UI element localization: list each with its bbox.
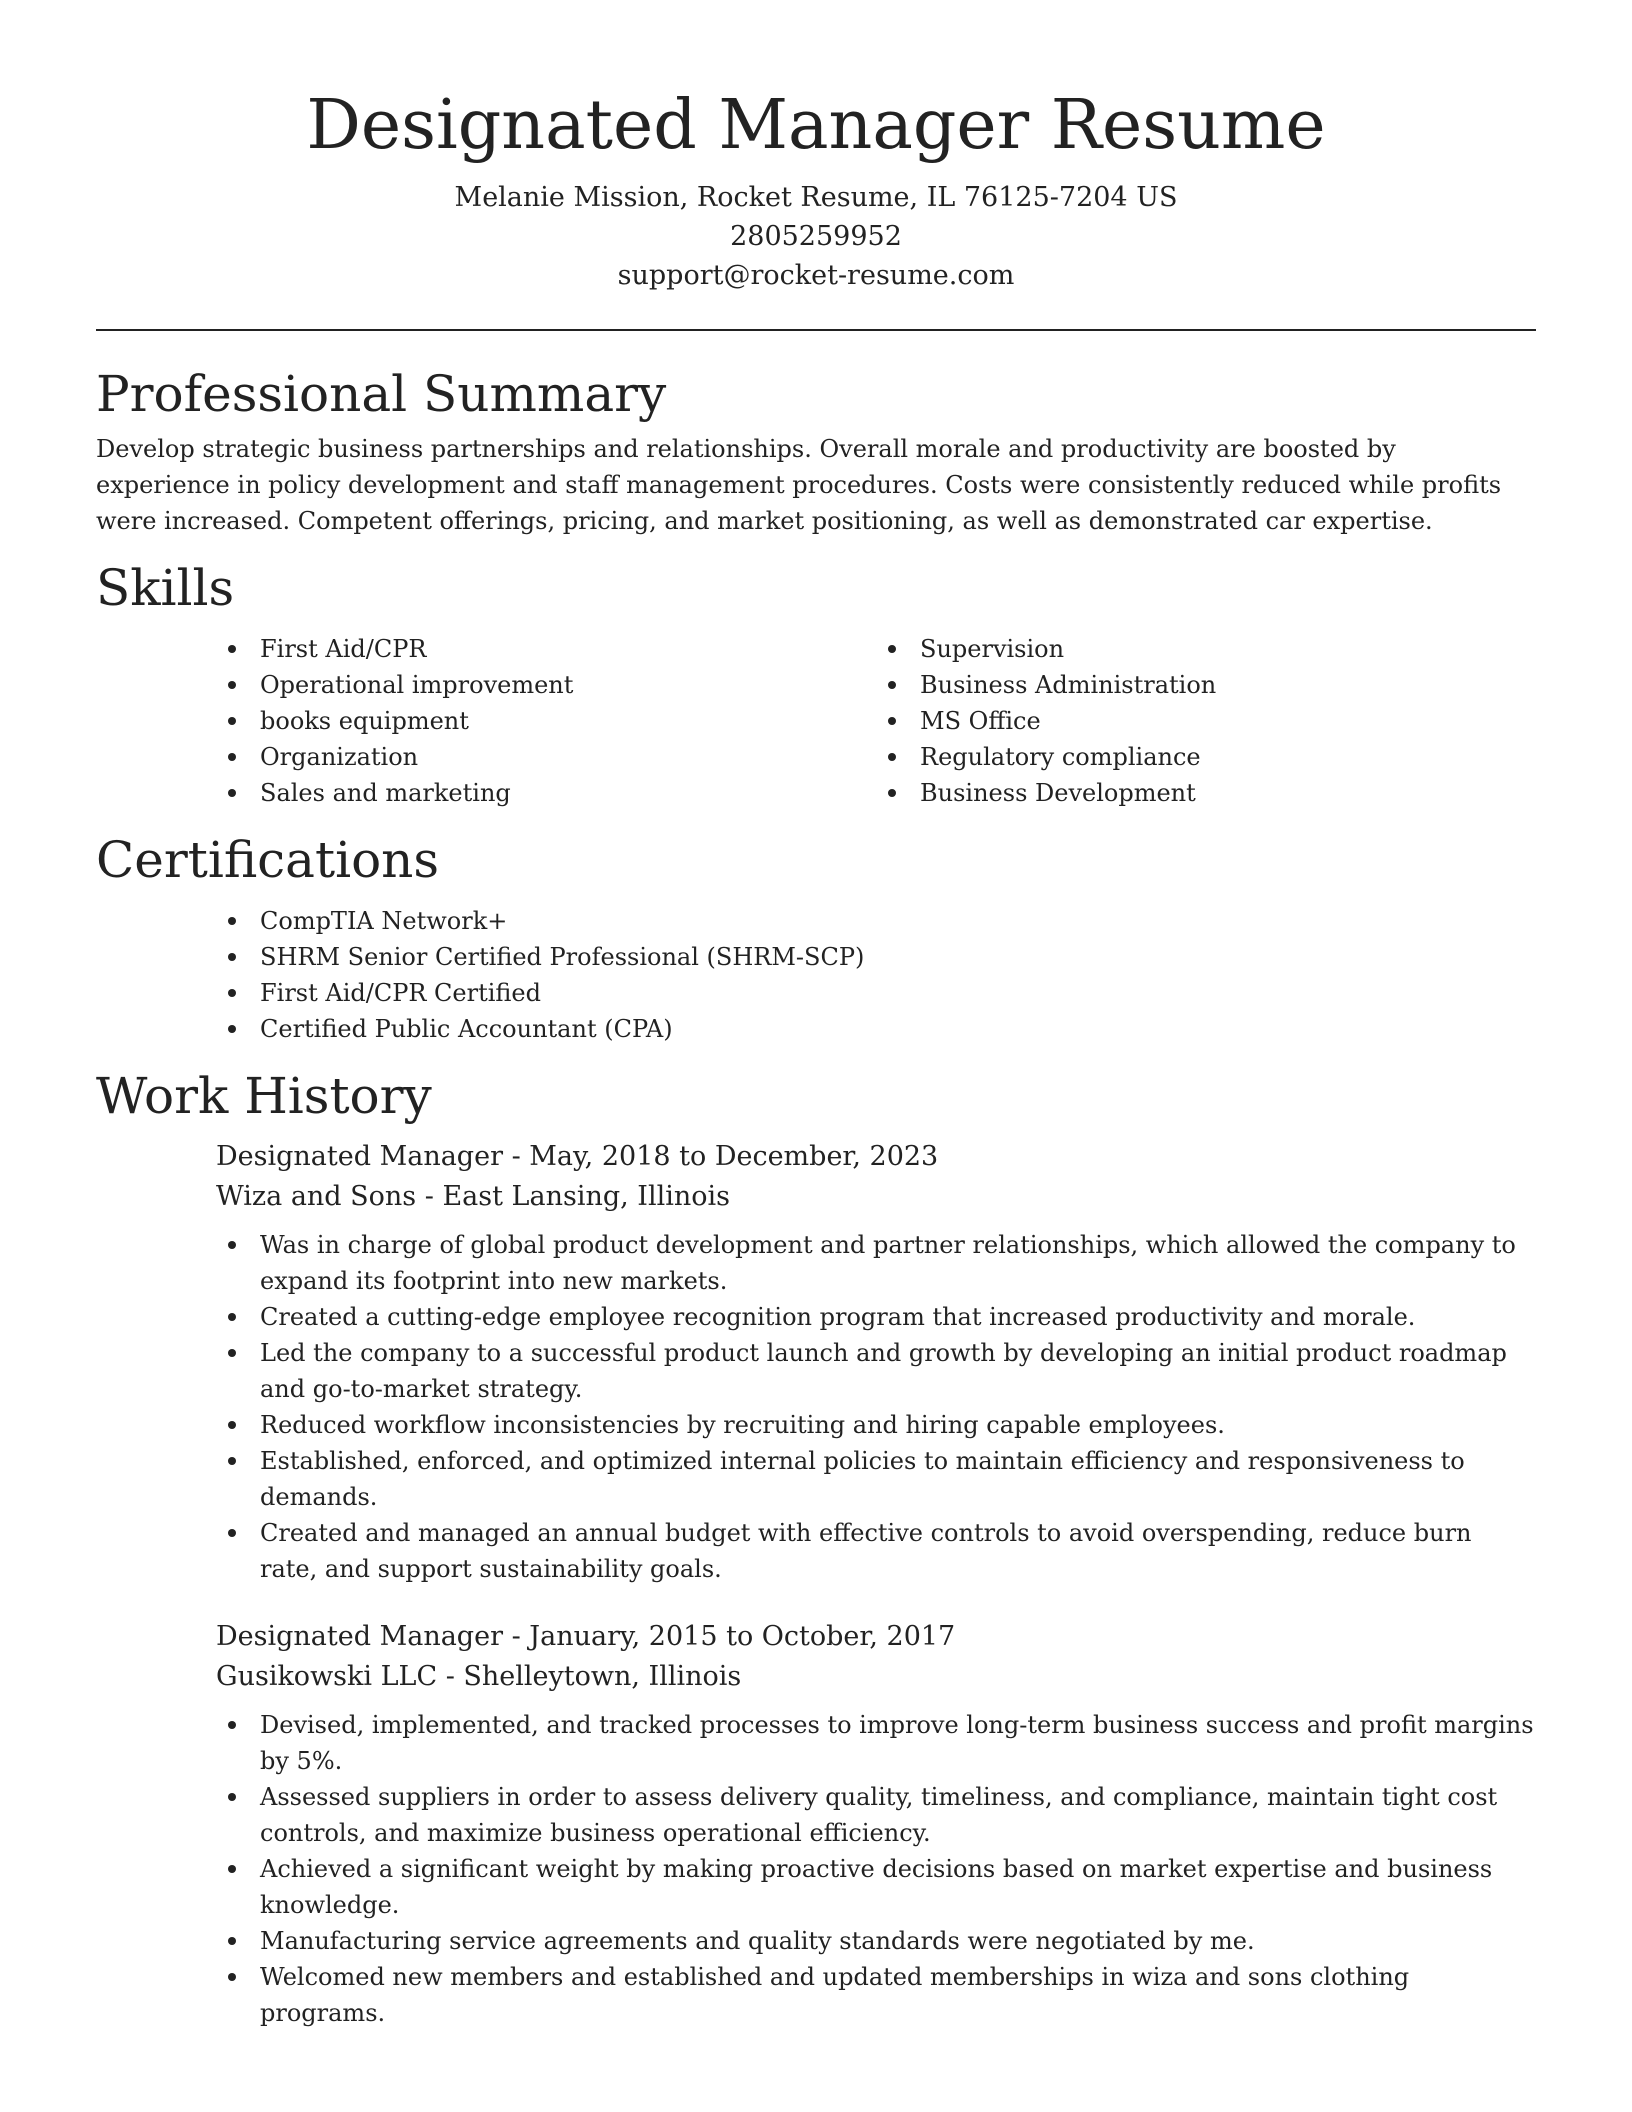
job-title-dates: Designated Manager - May, 2018 to December, 2023 (216, 1141, 939, 1172)
list-item: Sales and marketing (260, 775, 876, 811)
job-company-location: Gusikowski LLC - Shelleytown, Illinois (216, 1661, 742, 1692)
list-item: Created a cutting-edge employee recognition program that increased productivity and morale. (260, 1299, 1536, 1335)
job-title-dates: Designated Manager - January, 2015 to October, 2017 (216, 1621, 956, 1652)
list-item: SHRM Senior Certified Professional (SHRM-SCP) (260, 939, 1536, 975)
list-item: Devised, implemented, and tracked processes to improve long-term business success and profit margins by 5%. (260, 1707, 1536, 1779)
skills-columns (216, 631, 1536, 811)
list-item: books equipment (260, 703, 876, 739)
skills-list-right (876, 631, 1536, 811)
certifications-heading: Certifications (96, 831, 440, 889)
contact-address: Melanie Mission, Rocket Resume, IL 76125-7204 US (454, 182, 1178, 213)
job-bullets (216, 1707, 1536, 2031)
job-entry (216, 1617, 1536, 2031)
work-history-section (96, 1063, 1536, 2031)
list-item: Reduced workflow inconsistencies by recruiting and hiring capable employees. (260, 1407, 1536, 1443)
list-item: Operational improvement (260, 667, 876, 703)
list-item: Welcomed new members and established and updated memberships in wiza and sons clothing programs. (260, 1959, 1536, 2031)
summary-heading: Professional Summary (96, 365, 667, 423)
list-item: Organization (260, 739, 876, 775)
job-company-location: Wiza and Sons - East Lansing, Illinois (216, 1181, 731, 1212)
list-item: MS Office (920, 703, 1536, 739)
certifications-section (96, 827, 1536, 1047)
contact-phone: 2805259952 (730, 221, 902, 252)
list-item: Led the company to a successful product launch and growth by developing an initial product roadmap and go-to-market strategy. (260, 1335, 1536, 1407)
list-item: CompTIA Network+ (260, 903, 1536, 939)
resume-page (96, 0, 1536, 2031)
summary-section (96, 361, 1536, 539)
list-item: First Aid/CPR Certified (260, 975, 1536, 1011)
list-item: Business Administration (920, 667, 1536, 703)
list-item: Assessed suppliers in order to assess delivery quality, timeliness, and compliance, maintain tight cost controls, and maximize business operational efficiency. (260, 1779, 1536, 1851)
skills-list-left (216, 631, 876, 811)
job-entry (216, 1137, 1536, 1587)
list-item: Supervision (920, 631, 1536, 667)
contact-info (96, 178, 1536, 295)
list-item: First Aid/CPR (260, 631, 876, 667)
list-item: Certified Public Accountant (CPA) (260, 1011, 1536, 1047)
list-item: Achieved a significant weight by making proactive decisions based on market expertise and business knowledge. (260, 1851, 1536, 1923)
work-history-heading: Work History (96, 1067, 432, 1125)
list-item: Regulatory compliance (920, 739, 1536, 775)
resume-title: Designated Manager Resume (306, 86, 1326, 165)
list-item: Was in charge of global product development and partner relationships, which allowed the company to expand its footprint into new markets. (260, 1227, 1536, 1299)
list-item: Business Development (920, 775, 1536, 811)
skills-heading: Skills (96, 559, 235, 617)
skills-section (96, 555, 1536, 811)
job-bullets (216, 1227, 1536, 1587)
certifications-list (216, 903, 1536, 1047)
contact-email: support@rocket-resume.com (617, 260, 1015, 291)
summary-text: Develop strategic business partnerships and relationships. Overall morale and productivity are boosted by experience in policy development and staff management procedures. Costs were consistently reduced while profits were increased. Competent offerings, pricing, and market positioning, as well as demonstrated car expertise. (96, 435, 1502, 535)
list-item: Created and managed an annual budget with effective controls to avoid overspending, reduce burn rate, and support sustainability goals. (260, 1515, 1536, 1587)
list-item: Manufacturing service agreements and quality standards were negotiated by me. (260, 1923, 1536, 1959)
list-item: Established, enforced, and optimized internal policies to maintain efficiency and responsiveness to demands. (260, 1443, 1536, 1515)
header-divider (96, 329, 1536, 331)
